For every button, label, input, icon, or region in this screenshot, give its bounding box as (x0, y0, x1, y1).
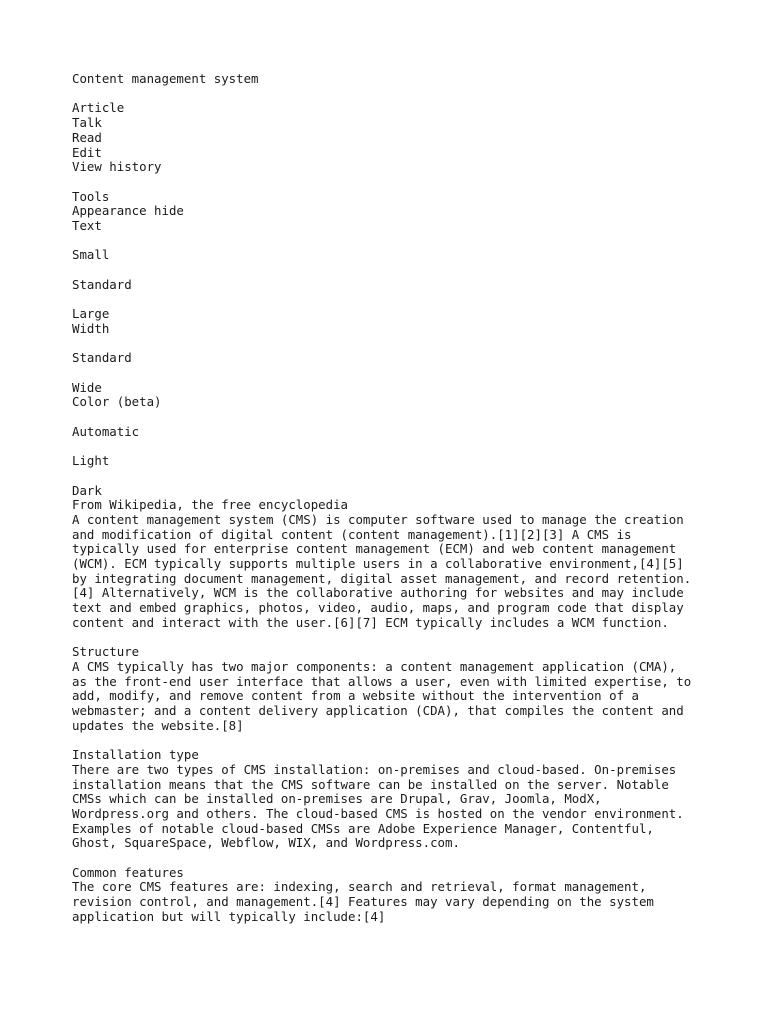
width-option-wide[interactable]: Wide (72, 379, 102, 395)
spacer (72, 469, 712, 484)
tab-edit[interactable]: Edit (72, 144, 102, 160)
color-option-light[interactable]: Light (72, 453, 110, 469)
spacer (72, 263, 712, 278)
text-size-label: Text (72, 218, 102, 233)
section-body-common-features: The core CMS features are: indexing, search and retrieval, format management, revision control, and management.[4] Features may vary depending on the system application but will typically include:[4] (72, 879, 654, 924)
tab-talk[interactable]: Talk (72, 115, 102, 131)
text-size-option-standard[interactable]: Standard (72, 276, 132, 292)
color-label: Color (beta) (72, 394, 162, 410)
spacer (72, 175, 712, 190)
section-heading-installation-type: Installation type (72, 747, 199, 763)
tab-article[interactable]: Article (72, 100, 125, 116)
section-body-installation-type: There are two types of CMS installation: on-premises and cloud-based. On-premises installation means that the CMS software can be installed on the server. Notable CMSs which can be installed on-premises are Drupal, Grav, Joomla, ModX, Wordpress.org and others. The cloud-based CMS is hosted on the vendor environment. Examples of notable cloud-based CMSs are Adobe Experience Manager, Contentful, Ghost, SquareSpace, Webflow, WIX, and Wordpress.com. (72, 761, 684, 851)
spacer (72, 292, 712, 307)
tools-menu-button[interactable]: Tools (72, 188, 110, 204)
article-tagline: From Wikipedia, the free encyclopedia (72, 497, 349, 513)
spacer (72, 631, 712, 646)
color-option-dark[interactable]: Dark (72, 482, 102, 498)
spacer (72, 733, 712, 748)
spacer (72, 366, 712, 381)
width-option-standard[interactable]: Standard (72, 350, 132, 366)
width-label: Width (72, 320, 110, 336)
page-content (72, 72, 712, 925)
page-title: Content management system (72, 71, 259, 86)
spacer (72, 337, 712, 352)
article-intro: A content management system (CMS) is computer software used to manage the creation and modification of digital content (content management).[1][2][3] A CMS is typically used for enterprise content management (ECM) and web content management (WCM). ECM typically supports multiple users in a collaborative environment,[4][5] by integrating document management, digital asset management, and record retention. [4] Alternatively, WCM is the collaborative authoring for websites and may include text and embed graphics, photos, video, audio, maps, and program code that display content and interact with the user.[6][7] ECM typically includes a WCM function. (72, 511, 692, 630)
spacer (72, 410, 712, 425)
spacer (72, 851, 712, 866)
spacer (72, 234, 712, 249)
tab-view-history[interactable]: View history (72, 159, 162, 175)
section-heading-structure: Structure (72, 644, 140, 660)
text-size-option-large[interactable]: Large (72, 306, 110, 322)
spacer (72, 439, 712, 454)
spacer (72, 87, 712, 102)
text-size-option-small[interactable]: Small (72, 247, 110, 263)
appearance-hide-toggle[interactable]: Appearance hide (72, 203, 184, 219)
color-option-automatic[interactable]: Automatic (72, 423, 140, 439)
section-body-structure: A CMS typically has two major components: a content management application (CMA), as the front-end user interface that allows a user, even with limited expertise, to add, modify, and remove content from a website without the intervention of a webmaster; and a content delivery application (CDA), that compiles the content and updates the website.[8] (72, 658, 692, 733)
tab-read[interactable]: Read (72, 129, 102, 145)
section-heading-common-features: Common features (72, 864, 184, 880)
